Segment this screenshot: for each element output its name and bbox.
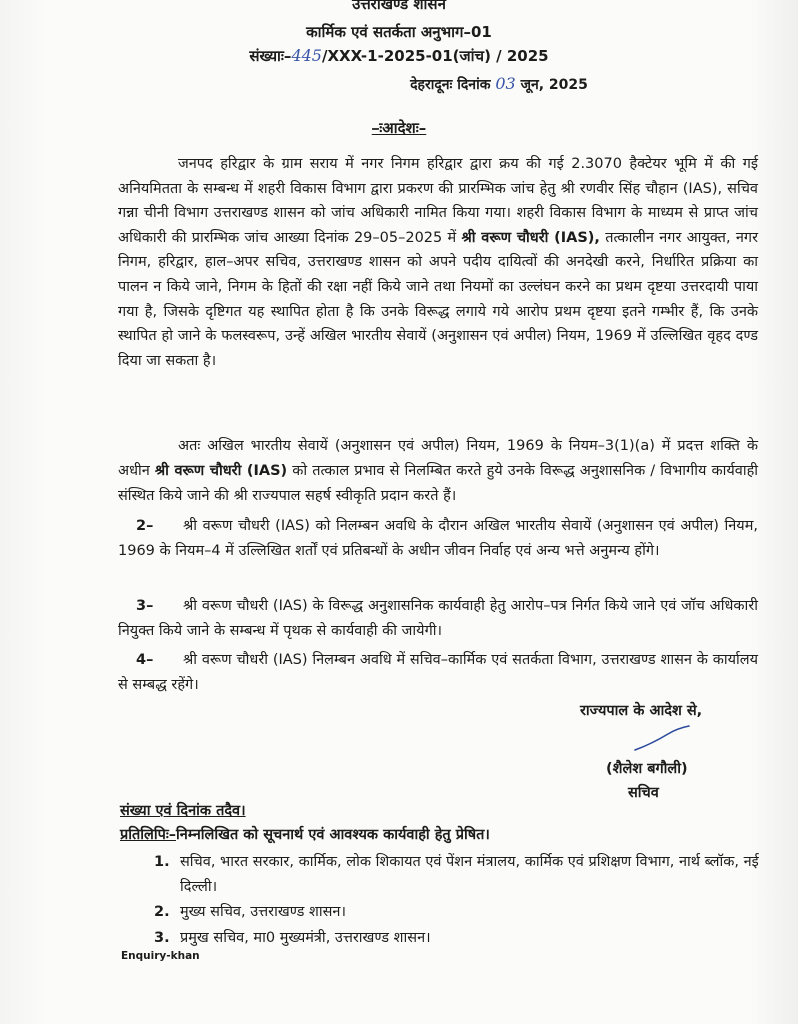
item-number: 4– — [136, 652, 154, 668]
by-order-of-governor: राज्यपाल के आदेश से, — [580, 703, 703, 719]
copy-to-text: निम्नलिखित को सूचनार्थ एवं आवश्यक कार्यवाही हेतु प्रेषित। — [176, 827, 490, 843]
copy-recipient-3 — [150, 926, 760, 951]
order-item-3 — [118, 594, 758, 644]
recipient-text: मुख्य सचिव, उत्तराखण्ड शासन। — [180, 904, 346, 920]
department-name: कार्मिक एवं सतर्कता अनुभाग–01 — [306, 23, 492, 41]
copy-to-line — [120, 824, 490, 844]
para1-text-b: तत्कालीन नगर आयुक्त, नगर निगम, हरिद्वार, हाल–अपर सचिव, उत्तराखण्ड शासन को अपने पदीय दायित्वों की अनदेखी करने, निर्धारित प्रक्रिया का पालन न किये जाने, निगम के हितों की रक्षा नहीं किये जाने तथा नियमों का उल्लंघन करने का प्रथम दृष्टया उत्तरदायी पाया गया है, जिसके दृष्टिगत यह स्थापित होता है कि उनके विरूद्ध लगाये गये आरोप प्रथम दृष्टया इतने गम्भीर हैं, कि उनके स्थापित हो जाने के फलस्वरूप, उन्हें अखिल भारतीय सेवायें (अनुशासन एवं अपील) नियम, 1969 में उल्लिखित वृहद दण्ड दिया जा सकता है। — [118, 229, 758, 369]
recipient-number: 2. — [154, 904, 170, 920]
item-text: श्री वरूण चौधरी (IAS) के विरूद्ध अनुशासनिक कार्यवाही हेतु आरोप–पत्र निर्गत किये जाने एवं जॉच अधिकारी नियुक्त किये जाने के सम्बन्ध में पृथक से कार्यवाही की जायेगी। — [118, 598, 758, 639]
government-name: उत्तराखण्ड शासन — [352, 0, 446, 13]
item-text: श्री वरूण चौधरी (IAS) को निलम्बन अवधि के दौरान अखिल भारतीय सेवायें (अनुशासन एवं अपील) नियम, 1969 के नियम–4 में उल्लिखित शर्तों एवं प्रतिबन्धों के अधीन जीवन निर्वाह एवं अन्य भत्ते अनुमन्य होंगे। — [118, 518, 758, 559]
copy-to-label: प्रतिलिपिः– — [120, 827, 177, 843]
copy-recipient-1 — [150, 850, 760, 900]
item-text: श्री वरूण चौधरी (IAS) निलम्बन अवधि में सचिव–कार्मिक एवं सतर्कता विभाग, उत्तराखण्ड शासन के कार्यालय से सम्बद्ध रहेंगे। — [118, 652, 758, 693]
recipient-text: प्रमुख सचिव, मा0 मुख्यमंत्री, उत्तराखण्ड शासन। — [180, 930, 431, 946]
ref-suffix: /XXX-1-2025-01(जांच) / 2025 — [321, 47, 549, 65]
signatory-designation: सचिव — [628, 785, 659, 801]
date-prefix: देहरादूनः दिनांक — [410, 77, 491, 93]
para2-officer-name: श्री वरूण चौधरी (IAS) — [154, 463, 288, 479]
order-title — [0, 118, 798, 138]
order-item-4 — [118, 648, 758, 698]
issue-date — [100, 74, 798, 94]
recipient-number: 3. — [154, 930, 170, 946]
handwritten-date-day: 03 — [495, 74, 516, 93]
handwritten-ref-number: 445 — [291, 46, 322, 65]
para2-text-b: को तत्काल प्रभाव से निलम्बित करते हुये उनके विरूद्ध अनुशासनिक / विभागीय कार्यवाही संस्थित किये जाने की श्री राज्यपाल सहर्ष स्वीकृति प्रदान करते हैं। — [118, 463, 759, 504]
item-number: 3– — [136, 598, 154, 614]
footer-file-tag: Enquiry-khan — [121, 950, 200, 962]
para1-officer-name: श्री वरूण चौधरी (IAS), — [461, 229, 600, 246]
copy-recipient-2 — [150, 900, 760, 925]
order-paragraph-2 — [118, 434, 758, 509]
date-suffix: जून, 2025 — [520, 77, 588, 93]
recipient-number: 1. — [154, 854, 170, 870]
recipient-text: सचिव, भारत सरकार, कार्मिक, लोक शिकायत एवं पेंशन मंत्रालय, कार्मिक एवं प्रशिक्षण विभाग, नार्थ ब्लॉक, नई दिल्ली। — [180, 854, 759, 895]
signatory-name: (शैलेश बगौली) — [606, 761, 688, 777]
order-item-2 — [118, 514, 758, 564]
ref-prefix: संख्याः– — [249, 47, 292, 65]
order-paragraph-1 — [118, 152, 758, 373]
para1-text-a: जनपद हरिद्वार के ग्राम सराय में नगर निगम हरिद्वार द्वारा क्रय की गई 2.3070 हैक्टेयर भूमि में की गई अनियमितता के सम्बन्ध में शहरी विकास विभाग द्वारा प्रकरण की प्रारम्भिक जांच हेतु श्री रणवीर सिंह चौहान (IAS), सचिव गन्ना चीनी विभाग उत्तराखण्ड शासन को जांच अधिकारी नामित किया गया। शहरी विकास विभाग के माध्यम से प्राप्त जांच अधिकारी की प्रारम्भिक जांच आख्या दिनांक 29–05–2025 में — [118, 156, 758, 246]
order-title-text: –ःआदेशः– — [371, 119, 427, 137]
para2-text-a: अतः अखिल भारतीय सेवायें (अनुशासन एवं अपील) नियम, 1969 के नियम–3(1)(a) में प्रदत्त शक्ति के अधीन — [118, 438, 758, 479]
reference-number — [0, 46, 798, 66]
signature-mark — [632, 724, 692, 754]
item-number: 2– — [136, 518, 154, 534]
reference-line: संख्या एवं दिनांक तदैव। — [120, 803, 246, 819]
